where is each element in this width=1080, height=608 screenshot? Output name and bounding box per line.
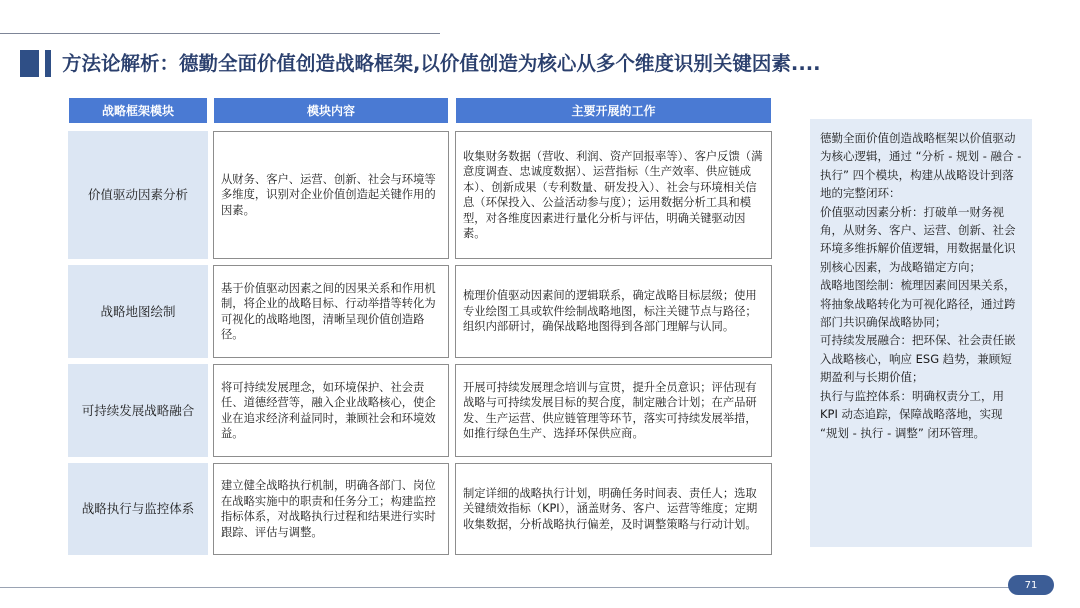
page-title: 方法论解析：德勤全面价值创造战略框架,以价值创造为核心从多个维度识别关键因素.... bbox=[62, 52, 821, 75]
header-work: 主要开展的工作 bbox=[455, 97, 772, 124]
content-text: 基于价值驱动因素之间的因果关系和作用机制，将企业的战略目标、行动举措等转化为可视化的战略地图，清晰呈现价值创造路径。 bbox=[221, 281, 436, 341]
summary-panel bbox=[810, 119, 1032, 547]
content-cell bbox=[213, 131, 449, 259]
content-cell bbox=[213, 364, 449, 457]
title-accent-bar bbox=[20, 50, 39, 77]
summary-paragraph: 德勤全面价值创造战略框架以价值驱动为核心逻辑，通过 “分析 - 规划 - 融合 - 执行” 四个模块，构建从战略设计到落地的完整闭环： bbox=[820, 131, 1022, 201]
work-text: 收集财务数据（营收、利润、资产回报率等）、客户反馈（满意度调查、忠诚度数据）、运营指标（生产效率、供应链成本）、创新成果（专利数量、研发投入）、社会与环境相关信息（环保投入、公益活动参与度）；运用数据分析工具和模型，对各维度因素进行量化分析与评估，明确关键驱动因素。 bbox=[463, 149, 763, 240]
title-accent-bar-thin bbox=[45, 50, 51, 77]
module-cell: 价值驱动因素分析 bbox=[68, 131, 208, 259]
summary-paragraph: 战略地图绘制：梳理因素间因果关系，将抽象战略转化为可视化路径，通过跨部门共识确保战略协同； bbox=[820, 278, 1016, 330]
summary-paragraph: 价值驱动因素分析：打破单一财务视角，从财务、客户、运营、创新、社会环境多维拆解价值逻辑，用数据量化识别核心因素，为战略锚定方向； bbox=[820, 204, 1016, 274]
work-text: 制定详细的战略执行计划，明确任务时间表、责任人；选取关键绩效指标（KPI），涵盖财务、客户、运营等维度；定期收集数据，分析战略执行偏差，及时调整策略与行动计划。 bbox=[463, 486, 758, 531]
module-cell: 战略执行与监控体系 bbox=[68, 463, 208, 555]
module-cell: 可持续发展战略融合 bbox=[68, 364, 208, 457]
top-divider bbox=[0, 33, 440, 34]
work-cell bbox=[455, 364, 772, 457]
header-content: 模块内容 bbox=[213, 97, 449, 124]
work-cell bbox=[455, 463, 772, 555]
page-number-badge: 71 bbox=[1008, 575, 1054, 595]
summary-paragraph: 执行与监控体系：明确权责分工，用 KPI 动态追踪，保障战略落地，实现 “规划 - 执行 - 调整” 闭环管理。 bbox=[820, 388, 1004, 440]
work-text: 梳理价值驱动因素间的逻辑联系，确定战略目标层级；使用专业绘图工具或软件绘制战略地图，标注关键节点与路径；组织内部研讨，确保战略地图得到各部门理解与认同。 bbox=[463, 289, 757, 334]
content-text: 建立健全战略执行机制，明确各部门、岗位在战略实施中的职责和任务分工；构建监控指标体系，对战略执行过程和结果进行实时跟踪、评估与调整。 bbox=[221, 479, 436, 539]
content-cell bbox=[213, 463, 449, 555]
content-text: 将可持续发展理念，如环境保护、社会责任、道德经营等，融入企业战略核心，使企业在追求经济利益同时，兼顾社会和环境效益。 bbox=[221, 380, 436, 440]
content-text: 从财务、客户、运营、创新、社会与环境等多维度，识别对企业价值创造起关键作用的因素。 bbox=[221, 172, 436, 217]
work-cell bbox=[455, 265, 772, 358]
work-text: 开展可持续发展理念培训与宣贯，提升全员意识；评估现有战略与可持续发展目标的契合度，制定融合计划；在产品研发、生产运营、供应链管理等环节，落实可持续发展举措，如推行绿色生产、选择环保供应商。 bbox=[463, 380, 757, 440]
content-cell bbox=[213, 265, 449, 358]
header-module: 战略框架模块 bbox=[68, 97, 208, 124]
summary-paragraph: 可持续发展融合：把环保、社会责任嵌入战略核心，响应 ESG 趋势，兼顾短期盈利与长期价值； bbox=[820, 333, 1016, 385]
work-cell bbox=[455, 131, 772, 259]
module-cell: 战略地图绘制 bbox=[68, 265, 208, 358]
bottom-divider bbox=[0, 587, 1010, 588]
